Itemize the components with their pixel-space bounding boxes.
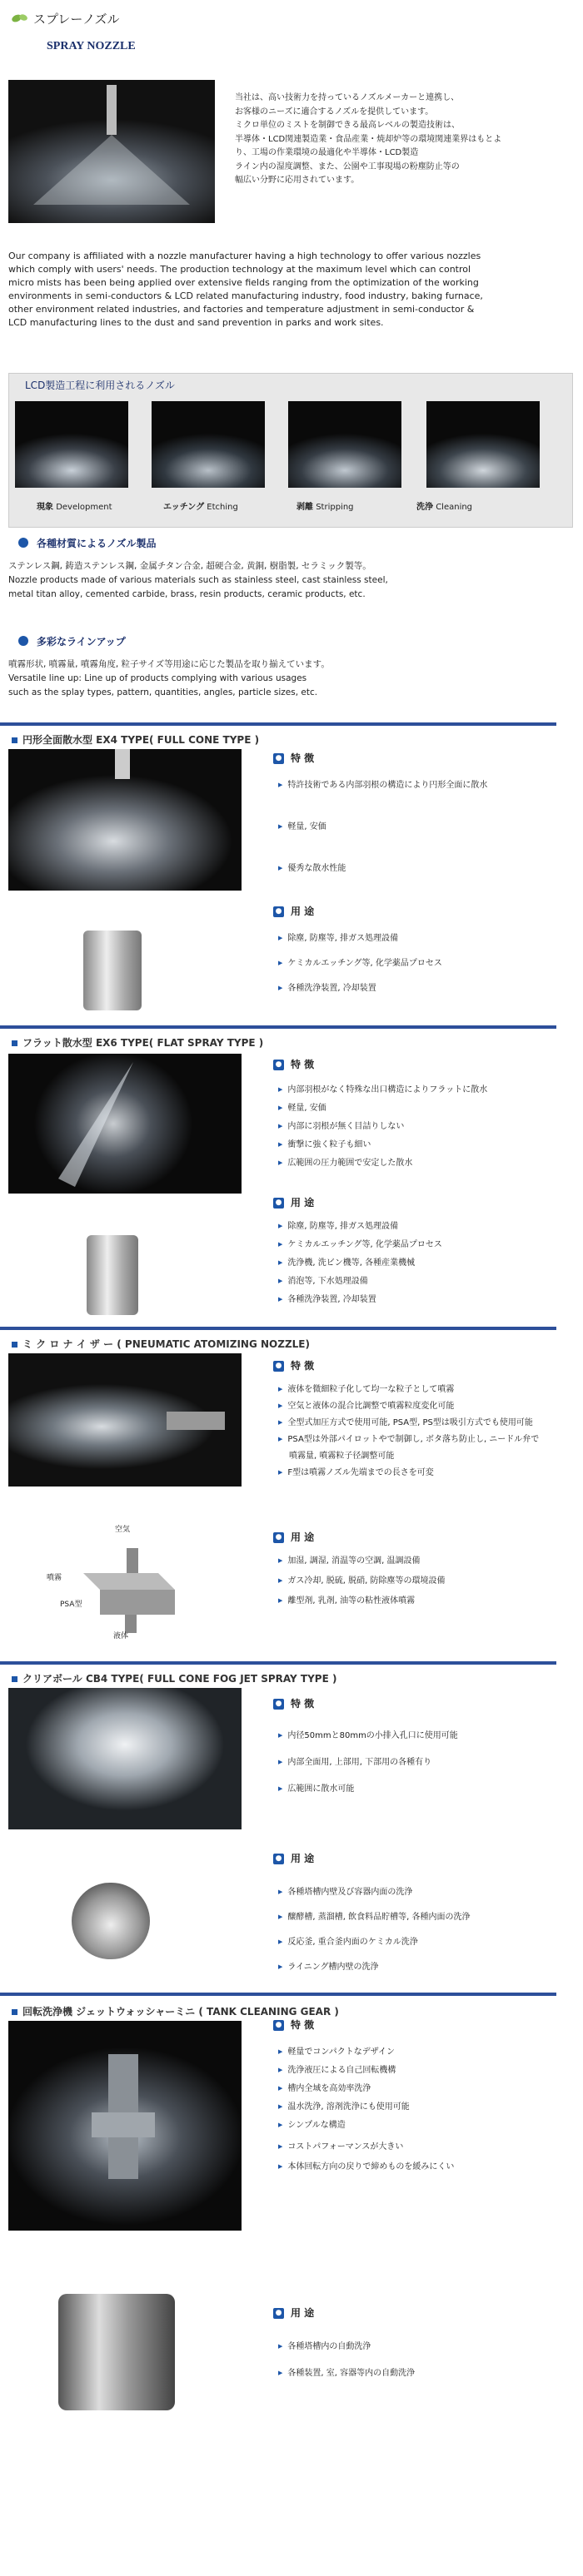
tank-feature-item: ▶ 温水洗浄, 溶剤洗浄にも使用可能 <box>278 2099 410 2112</box>
lcd-caption-stripping: 剥離 Stripping <box>296 503 354 512</box>
materials-bullet-icon <box>18 538 28 548</box>
lineup-bullet-icon <box>18 636 28 646</box>
section-divider <box>0 1661 556 1665</box>
lcd-caption-cleaning: 洗浄 Cleaning <box>416 503 473 512</box>
micronizer-use-item: ▶ ガス冷却, 脱硫, 脱硝, 防除塵等の環境設備 <box>278 1573 445 1586</box>
diagram-label-air: 空気 <box>115 1526 131 1534</box>
ex4-use-item: ▶ ケミカルエッチング等, 化学薬品プロセス <box>278 955 442 968</box>
micronizer-feature-item: ▶ F型は噴霧ノズル先端までの長さを可変 <box>278 1465 434 1477</box>
ex4-features-header: ● 特 徴 <box>273 751 314 765</box>
tank-cleaning-spray-photo <box>8 2021 242 2231</box>
ex6-feature-item: ▶ 広範囲の圧力範囲で安定した散水 <box>278 1155 412 1168</box>
lcd-title: LCD製造工程に利用されるノズル <box>25 380 175 391</box>
tank-uses-header: ● 用 途 <box>273 2305 314 2320</box>
ex6-use-item: ▶ 洗浄機, 洗ビン機等, 各種産業機械 <box>278 1255 415 1268</box>
cb4-use-item: ▶ 各種塔槽内壁及び容器内面の洗浄 <box>278 1884 412 1897</box>
lcd-photo-development <box>15 401 128 488</box>
product-title-micronizer: ミ ク ロ ナ イ ザ ー ( PNEUMATIC ATOMIZING NOZZLE) <box>12 1337 310 1351</box>
ex4-feature-item: ▶ 優秀な散水性能 <box>278 861 346 873</box>
ex6-feature-item: ▶ 軽量, 安価 <box>278 1100 326 1113</box>
ex4-spray-photo <box>8 749 242 891</box>
micronizer-uses-header: ● 用 途 <box>273 1530 314 1544</box>
diagram-label-liquid: 液体 <box>113 1632 129 1640</box>
ex6-uses-header: ● 用 途 <box>273 1195 314 1209</box>
ex4-feature-item: ▶ 軽量, 安価 <box>278 819 326 831</box>
intro-jp-text: 当社は、高い技術力を持っているノズルメーカーと連携し、 お客様のニーズに適合するノズルを提供しています。 ミクロ単位のミストを制御できる最高レベルの製造技術は、 半導体・LCD関連製造業・食品産業・焼却炉等の環境関連業界はもとよ り、工場の作業環境の最適化や半導体・LCD製造 ライン内の湿度調整、また、公園や工事現場の粉塵防止等の 幅広い分野に応用されています。 <box>235 93 502 185</box>
ex4-use-item: ▶ 各種洗浄装置, 冷却装置 <box>278 980 376 993</box>
square-bullet-icon <box>12 2009 17 2015</box>
materials-text: ステンレス鋼, 鋳造ステンレス鋼, 金属チタン合金, 超硬合金, 黄銅, 樹脂製, セラミック製等。 Nozzle products made of various materials such as stainless steel, cast stainless steel, metal titan alloy, cemented carbide, brass, resin products, ceramic products, etc. <box>8 561 388 599</box>
ex6-use-item: ▶ 各種洗浄装置, 冷却装置 <box>278 1292 376 1304</box>
square-bullet-icon <box>12 1676 17 1682</box>
ex6-feature-item: ▶ 内部羽根がなく特殊な出口構造によりフラットに散水 <box>278 1082 487 1094</box>
micronizer-feature-continuation: 噴霧量, 噴霧粒子径調整可能 <box>289 1452 395 1461</box>
product-title-cb4: クリアボール CB4 TYPE( FULL CONE FOG JET SPRAY TYPE ) <box>12 1671 336 1685</box>
section-divider <box>0 1993 556 1996</box>
micronizer-feature-item: ▶ 液体を微細粒子化して均一な粒子として噴霧 <box>278 1382 454 1394</box>
cb4-feature-item: ▶ 広範囲に散水可能 <box>278 1781 354 1794</box>
tank-feature-item: ▶ 本体回転方向の戻りで締めものを緩みにくい <box>278 2159 454 2171</box>
cb4-feature-item: ▶ 内径50mmと80mmの小排入孔口に使用可能 <box>278 1728 458 1740</box>
cb4-nozzle-photo <box>72 1883 150 1959</box>
micronizer-features-header: ● 特 徴 <box>273 1358 314 1372</box>
micronizer-use-item: ▶ 加湿, 調湿, 消温等の空調, 温調設備 <box>278 1553 420 1566</box>
tank-feature-item: ▶ シンプルな構造 <box>278 2117 346 2130</box>
lcd-caption-etching: エッチング Etching <box>163 503 238 512</box>
diagram-label-psa: PSA型 <box>60 1601 82 1609</box>
section-divider <box>0 1025 556 1029</box>
cb4-use-item: ▶ 醸酵槽, 蒸溜槽, 飲食料品貯槽等, 各種内面の洗浄 <box>278 1909 470 1922</box>
tank-use-item: ▶ 各種塔槽内の自動洗浄 <box>278 2339 371 2351</box>
cb4-use-item: ▶ ライニング槽内壁の洗浄 <box>278 1959 379 1972</box>
ex6-nozzle-photo <box>87 1235 138 1315</box>
lineup-text: 噴霧形状, 噴霧量, 噴霧角度, 粒子サイズ等用途に応じた製品を取り揃えています。 Versatile line up: Line up of products complying with various usages such as the splay types, pattern, quantities, angles, particle sizes, etc. <box>8 659 330 697</box>
lcd-photo-stripping <box>288 401 401 488</box>
micronizer-feature-item: ▶ 全型式加圧方式で使用可能, PSA型, PS型は吸引方式でも使用可能 <box>278 1415 533 1427</box>
cb4-uses-header: ● 用 途 <box>273 1851 314 1865</box>
micronizer-use-item: ▶ 離型剤, 乳剤, 油等の粘性液体噴霧 <box>278 1593 415 1606</box>
page-title: スプレーノズル <box>33 12 120 27</box>
ex6-spray-photo <box>8 1054 242 1194</box>
product-title-ex6: フラット散水型 EX6 TYPE( FLAT SPRAY TYPE ) <box>12 1035 263 1050</box>
lcd-photo-etching <box>152 401 265 488</box>
cb4-spray-photo <box>8 1688 242 1829</box>
square-bullet-icon <box>12 1040 17 1046</box>
leaf-icon <box>12 12 28 23</box>
micronizer-feature-item: ▶ 空気と液体の混合比調整で噴霧粒度変化可能 <box>278 1398 454 1411</box>
tank-feature-item: ▶ 軽量でコンパクトなデザイン <box>278 2044 395 2057</box>
diagram-label-spray: 噴霧 <box>47 1574 62 1582</box>
square-bullet-icon <box>12 737 17 743</box>
ex6-use-item: ▶ ケミカルエッチング等, 化学薬品プロセス <box>278 1237 442 1249</box>
tank-feature-item: ▶ コストパフォーマンスが大きい <box>278 2139 403 2152</box>
cb4-feature-item: ▶ 内部全面用, 上部用, 下部用の各種有り <box>278 1755 431 1767</box>
tank-use-item: ▶ 各種装置, 室, 容器等内の自動洗浄 <box>278 2365 415 2378</box>
ex6-feature-item: ▶ 内部に羽根が無く目詰りしない <box>278 1119 404 1131</box>
tank-features-header: ● 特 徴 <box>273 2018 314 2032</box>
cb4-use-item: ▶ 反応釜, 重合釜内面のケミカル洗浄 <box>278 1934 418 1947</box>
cb4-features-header: ● 特 徴 <box>273 1696 314 1710</box>
ex6-features-header: ● 特 徴 <box>273 1057 314 1071</box>
intro-spray-photo <box>8 80 215 223</box>
intro-en-text: Our company is affiliated with a nozzle manufacturer having a high technology to offer various nozzles which comply with users' needs. The production technology at the maximum level which can control micro mists has been being applied over extensive fields ranging from the optimization of the working environments in semi-conductors & LCD related manufacturing industry, food industry, baking furnace, other environment related industries, and factories and temperature adjustment in semi-conductor & LCD manufacturing lines to the dust and sand prevention in parks and work sites. <box>8 251 483 328</box>
page-subtitle: SPRAY NOZZLE <box>47 40 136 52</box>
section-divider <box>0 722 556 726</box>
ex4-use-item: ▶ 除塵, 防塵等, 排ガス処理設備 <box>278 931 398 943</box>
ex6-feature-item: ▶ 衝撃に強く粒子も細い <box>278 1137 371 1149</box>
lcd-photo-cleaning <box>426 401 540 488</box>
lcd-caption-development: 現象 Development <box>37 503 112 512</box>
ex6-use-item: ▶ 消泡等, 下水処理設備 <box>278 1273 368 1286</box>
materials-title: 各種材質によるノズル製品 <box>37 538 157 549</box>
tank-feature-item: ▶ 洗浄液圧による自己回転機構 <box>278 2062 396 2075</box>
ex6-use-item: ▶ 除塵, 防塵等, 排ガス処理設備 <box>278 1219 398 1231</box>
section-divider <box>0 1327 556 1330</box>
product-title-ex4: 円形全面散水型 EX4 TYPE( FULL CONE TYPE ) <box>12 732 259 747</box>
tank-cleaning-device-photo <box>58 2294 175 2410</box>
micronizer-feature-item: ▶ PSA型は外部パイロットやで制御し, ボタ落ち防止し, ニードル弁で <box>278 1432 539 1444</box>
tank-feature-item: ▶ 槽内全域を高効率洗浄 <box>278 2081 371 2093</box>
ex4-uses-header: ● 用 途 <box>273 904 314 918</box>
ex4-nozzle-photo <box>83 931 142 1010</box>
product-title-tank-cleaning: 回転洗浄機 ジェットウォッシャーミニ ( TANK CLEANING GEAR ) <box>12 2004 339 2018</box>
lineup-title: 多彩なラインアップ <box>37 636 126 648</box>
ex4-feature-item: ▶ 特許技術である内部羽根の構造により円形全面に散水 <box>278 777 487 790</box>
square-bullet-icon <box>12 1342 17 1348</box>
micronizer-spray-photo <box>8 1353 242 1487</box>
